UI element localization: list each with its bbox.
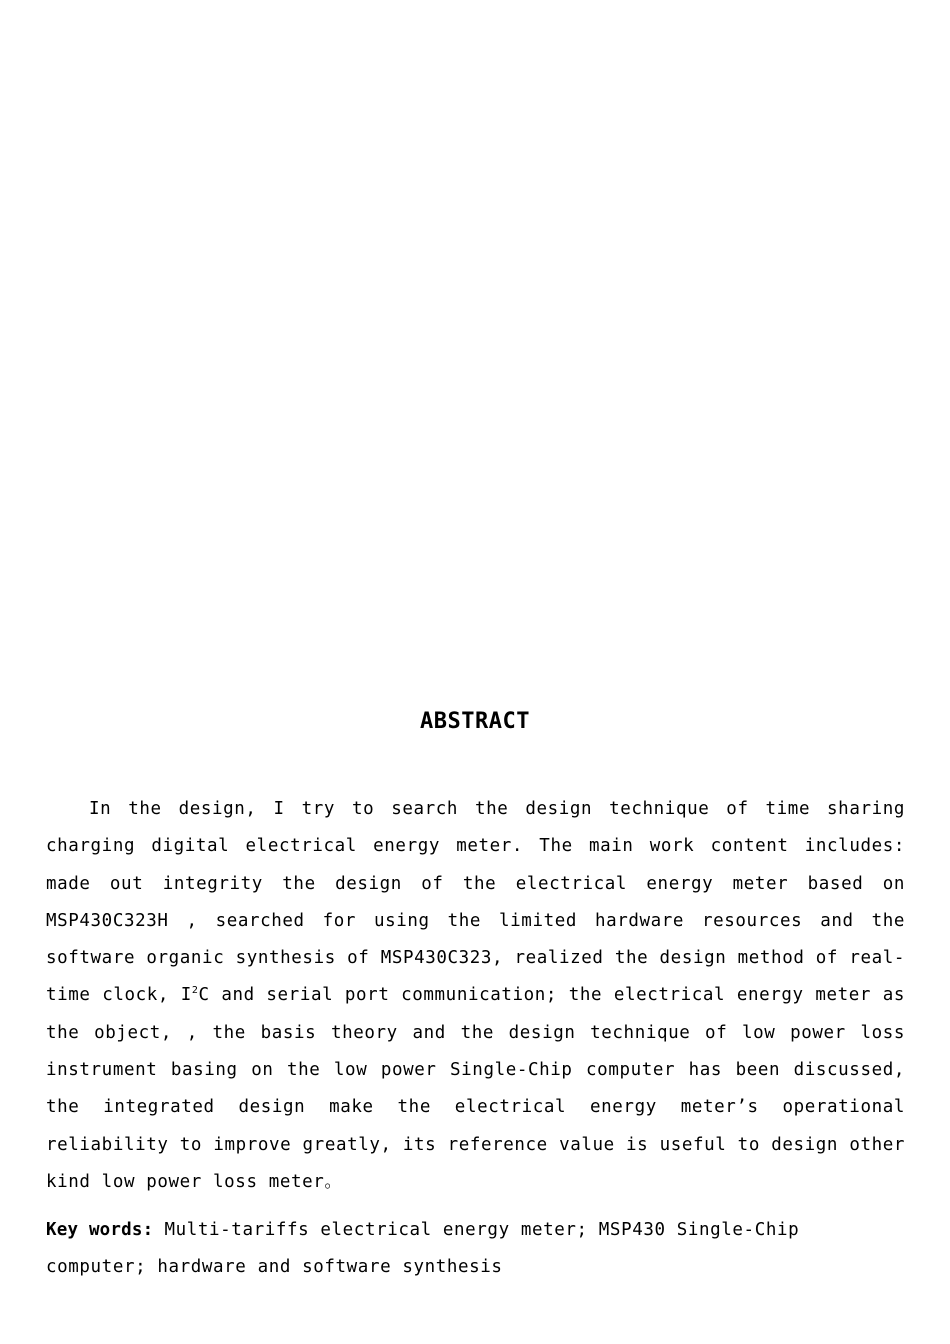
abstract-title: ABSTRACT [420,709,530,734]
keywords-text: Multi-tariffs electrical energy meter; MSP430 Single-Chip computer; hardware and software synthesis [46,1220,800,1278]
abstract-paragraph [46,791,905,1201]
abstract-superscript: 2 [191,985,199,997]
keywords-label: Key words: [46,1220,154,1240]
abstract-text-part2: C and serial port communication; the electrical energy meter as the object, , the basis theory and the design technique of low power loss instrument basing on the low power Single-Chip computer has been discussed, the integrated design make the electrical energy meter’s operational reliability to improve greatly, its reference value is useful to design other kind low power loss meter。 [46,985,905,1192]
keywords-paragraph [46,1212,906,1287]
abstract-text-part1: In the design, I try to search the design technique of time sharing charging digital electrical energy meter. The main work content includes: made out integrity the design of the electrical energy meter based on MSP430C323H , searched for using the limited hardware resources and the software organic synthesis of MSP430C323, realized the design method of real-time clock, I [46,799,905,1006]
